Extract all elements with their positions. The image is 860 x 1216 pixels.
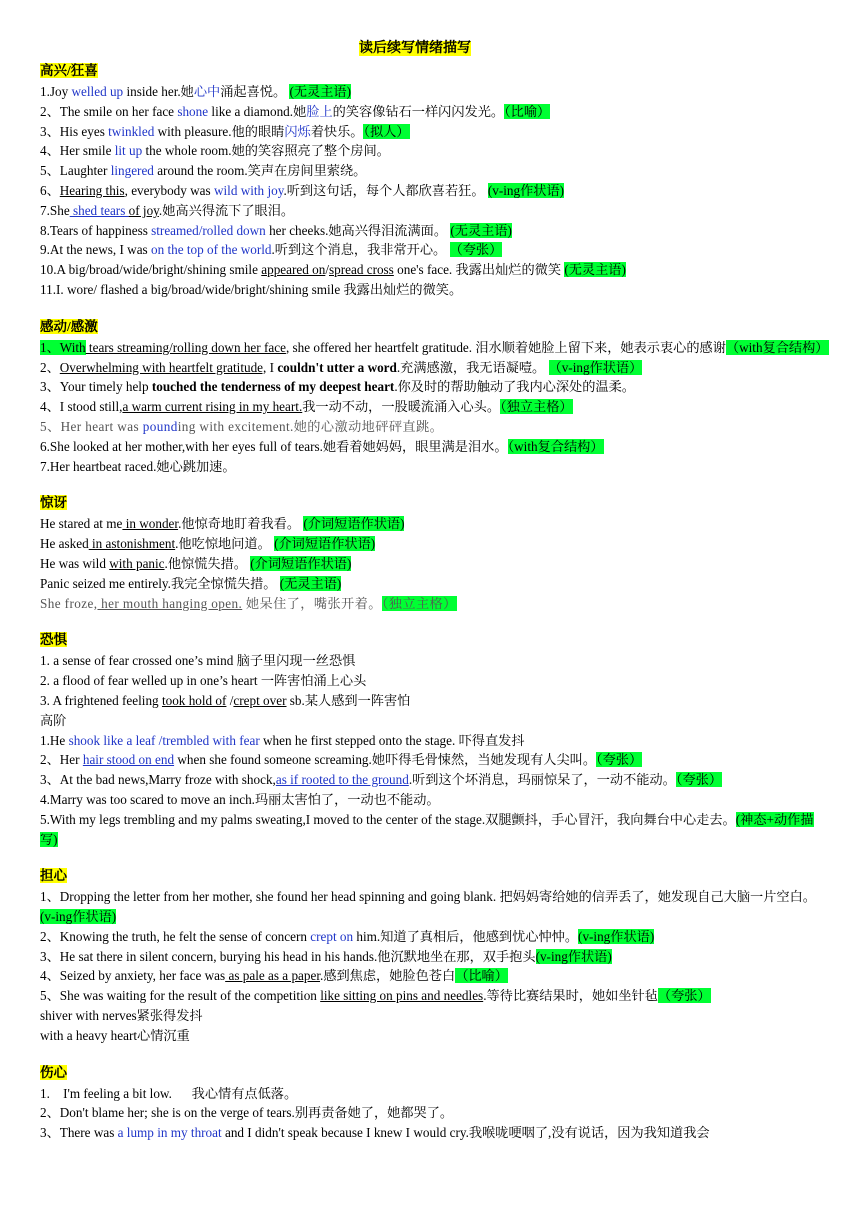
rhetoric-tag: (神态+动作描写)	[40, 811, 814, 847]
fear-line-2: 2. a flood of fear welled up in one’s heart 一阵害怕涌上心头	[40, 673, 367, 689]
fear-line-3: 3. A frightened feeling took hold of /crept over sb.某人感到一阵害怕	[40, 692, 411, 708]
surprise-line-5: She froze, her mouth hanging open. 她呆住了，嘴张开着。（独立主格）	[40, 595, 457, 611]
happy-line-9: 9.At the news, I was on the top of the world.听到这个消息，我非常开心。 （夸张）	[40, 242, 503, 258]
rhetoric-tag: （with复合结构）	[725, 339, 829, 355]
rhetoric-tag: （比喻）	[455, 968, 508, 984]
moved-line-5: 5、Her heart was pounding with excitement.她的心激动地砰砰直跳。	[40, 418, 444, 434]
surprise-line-4: Panic seized me entirely.我完全惊慌失措。 (无灵主语)	[40, 575, 342, 591]
rhetoric-tag: （夸张）	[449, 242, 503, 258]
rhetoric-tag: (无灵主语)	[450, 222, 512, 238]
happy-line-10: 10.A big/broad/wide/bright/shining smile appeared on/spread cross one's face. 我露出灿烂的微笑 (无灵主语)	[40, 262, 626, 278]
happy-line-3: 3、His eyes twinkled with pleasure.他的眼睛闪烁着快乐。（拟人）	[40, 123, 410, 139]
rhetoric-tag: (无灵主语)	[279, 575, 342, 591]
section-heading-sad: 伤心	[40, 1064, 67, 1080]
fear-line-6: 3、At the bad news,Marry froze with shock,as if rooted to the ground.听到这个坏消息，玛丽惊呆了，一动不能动。（夸张）	[40, 772, 723, 788]
rhetoric-tag: (v-ing作状语)	[578, 928, 655, 944]
rhetoric-tag: （夸张）	[657, 988, 711, 1004]
surprise-line-3: He was wild with panic.他惊慌失措。 (介词短语作状语)	[40, 555, 352, 571]
section-heading-moved: 感动/感激	[40, 318, 98, 334]
fear-line-7: 4.Marry was too scared to move an inch.玛丽太害怕了，一动也不能动。	[40, 791, 440, 807]
moved-line-7: 7.Her heartbeat raced.她心跳加速。	[40, 458, 236, 474]
moved-line-3: 3、Your timely help touched the tenderness of my deepest heart.你及时的帮助触动了我内心深处的温柔。	[40, 379, 635, 395]
sad-line-2: 2、Don't blame her; she is on the verge of tears.别再责备她了，她都哭了。	[40, 1105, 454, 1121]
rhetoric-tag: (无灵主语)	[564, 262, 626, 278]
fear-line-8: 5.With my legs trembling and my palms sweating,I moved to the center of the stage.双腿颤抖，手心冒汗，我向舞台中心走去。(神态+动作描写)	[40, 811, 814, 847]
rhetoric-tag: (介词短语作状语)	[274, 536, 376, 552]
moved-line-4: 4、I stood still,a warm current rising in my heart.我一动不动，一股暖流涌入心头。（独立主格）	[40, 399, 573, 415]
surprise-line-1: He stared at me in wonder.他惊奇地盯着我看。 (介词短语作状语)	[40, 516, 405, 532]
document-page	[40, 38, 830, 1143]
worry-line-6: shiver with nerves紧张得发抖	[40, 1008, 203, 1024]
worry-line-4: 4、Seized by anxiety, her face was as pale as a paper.感到焦虑，她脸色苍白（比喻）	[40, 968, 508, 984]
fear-advanced-label: 高阶	[40, 712, 67, 728]
rhetoric-tag: （v-ing作状语）	[548, 359, 643, 375]
rhetoric-tag: （夸张）	[596, 752, 643, 768]
rhetoric-tag: （拟人）	[363, 123, 410, 139]
happy-line-5: 5、Laughter lingered around the room.笑声在房间里萦绕。	[40, 163, 367, 179]
moved-line-1: 1、With tears streaming/rolling down her face, she offered her heartfelt gratitude. 泪水顺着她脸上留下来，她表示衷心的感谢（with复合结构）	[40, 339, 829, 355]
worry-line-5: 5、She was waiting for the result of the competition like sitting on pins and needles.等待比赛结果时，她如坐针毡（夸张）	[40, 988, 711, 1004]
rhetoric-tag: (v-ing作状语)	[535, 948, 612, 964]
happy-line-4: 4、Her smile lit up the whole room.她的笑容照亮了整个房间。	[40, 143, 390, 159]
happy-line-7: 7.She shed tears of joy.她高兴得流下了眼泪。	[40, 202, 295, 218]
sad-line-1: 1. I'm feeling a bit low. 我心情有点低落。	[40, 1085, 298, 1101]
surprise-line-2: He asked in astonishment.他吃惊地问道。 (介词短语作状语)	[40, 536, 376, 552]
sad-line-3: 3、There was a lump in my throat and I didn't speak because I knew I would cry.我喉咙哽咽了,没有说话，因为我知道我会	[40, 1125, 710, 1141]
rhetoric-tag: （比喻）	[504, 103, 551, 119]
worry-line-3: 3、He sat there in silent concern, burying his head in his hands.他沉默地坐在那，双手抱头(v-ing作状语)	[40, 948, 612, 964]
fear-line-4: 1.He shook like a leaf /trembled with fear when he first stepped onto the stage. 吓得直发抖	[40, 732, 525, 748]
rhetoric-tag: （独立主格）	[500, 399, 573, 415]
worry-line-1: 1、Dropping the letter from her mother, she found her head spinning and going blank. 把妈妈寄给她的信弄丢了，她发现自己大脑一片空白。(v-ing作状语)	[40, 889, 816, 925]
happy-line-11: 11.I. wore/ flashed a big/broad/wide/bright/shining smile 我露出灿烂的微笑。	[40, 281, 463, 297]
rhetoric-tag: (v-ing作状语)	[40, 909, 117, 925]
rhetoric-tag: (介词短语作状语)	[250, 555, 352, 571]
rhetoric-tag: （夸张）	[675, 772, 723, 788]
rhetoric-tag: (v-ing作状语)	[487, 182, 565, 198]
section-heading-surprise: 惊讶	[40, 495, 67, 511]
worry-line-2: 2、Knowing the truth, he felt the sense of concern crept on him.知道了真相后，他感到忧心忡忡。(v-ing作状语)	[40, 928, 655, 944]
section-heading-fear: 恐惧	[40, 632, 67, 648]
happy-line-8: 8.Tears of happiness streamed/rolled down her cheeks.她高兴得泪流满面。 (无灵主语)	[40, 222, 512, 238]
rhetoric-tag: (介词短语作状语)	[303, 516, 405, 532]
page-title: 读后续写情绪描写	[359, 41, 471, 56]
happy-line-1: 1.Joy welled up inside her.她心中涌起喜悦。 (无灵主语)	[40, 84, 352, 99]
worry-line-7: with a heavy heart心情沉重	[40, 1027, 190, 1043]
rhetoric-tag: （with复合结构）	[507, 438, 604, 454]
section-heading-happy: 高兴/狂喜	[40, 63, 98, 78]
moved-line-6: 6.She looked at her mother,with her eyes full of tears.她看着她妈妈，眼里满是泪水。（with复合结构）	[40, 438, 604, 454]
happy-line-2: 2、The smile on her face shone like a diamond.她脸上的笑容像钻石一样闪闪发光。（比喻）	[40, 103, 551, 119]
moved-line-2: 2、Overwhelming with heartfelt gratitude, I couldn't utter a word.充满感激，我无语凝噎。 （v-ing作状语）	[40, 359, 643, 375]
rhetoric-tag: (无灵主语)	[289, 84, 352, 99]
fear-line-1: 1. a sense of fear crossed one’s mind 脑子里闪现一丝恐惧	[40, 653, 356, 669]
happy-line-6: 6、Hearing this, everybody was wild with joy.听到这句话，每个人都欣喜若狂。 (v-ing作状语)	[40, 182, 565, 198]
fear-line-5: 2、Her hair stood on end when she found someone screaming.她吓得毛骨悚然，当她发现有人尖叫。（夸张）	[40, 752, 643, 768]
section-heading-worry: 担心	[40, 868, 67, 884]
rhetoric-tag: （独立主格）	[381, 595, 457, 611]
